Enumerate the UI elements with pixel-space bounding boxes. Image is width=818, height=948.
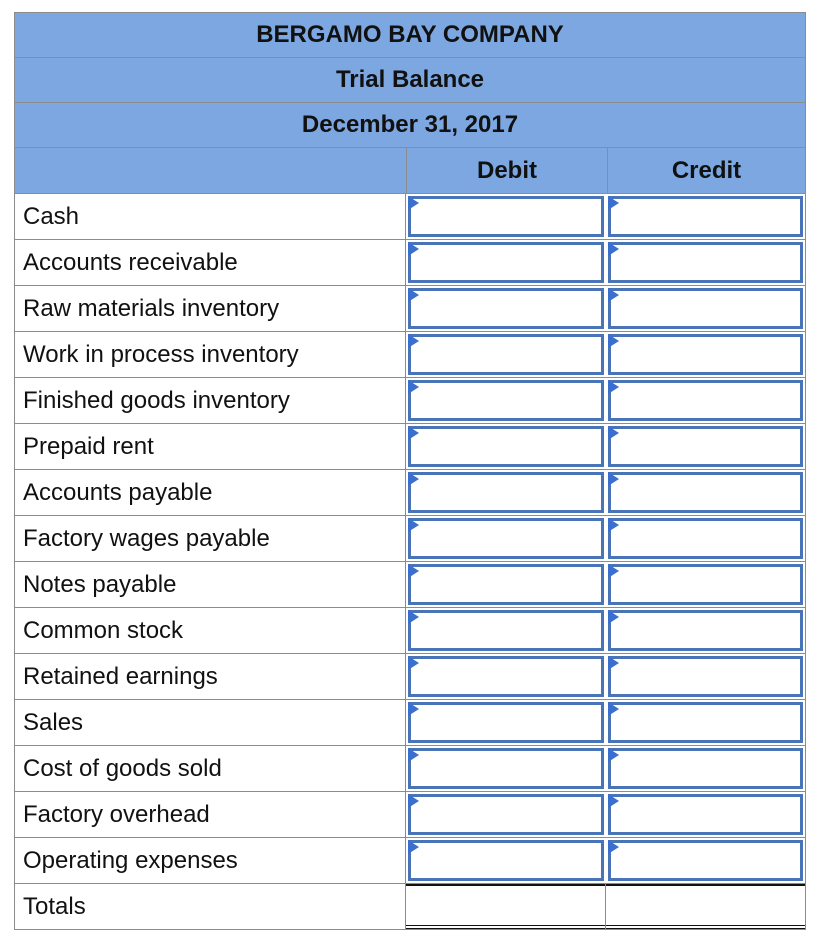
cell-marker-icon: [608, 472, 619, 486]
credit-cell: [606, 562, 805, 607]
credit-input[interactable]: [608, 610, 803, 651]
debit-input[interactable]: [408, 748, 604, 789]
cell-marker-icon: [608, 380, 619, 394]
table-row: [14, 286, 806, 332]
totals-debit-cell: [406, 884, 606, 929]
credit-cell: [606, 516, 805, 561]
credit-input[interactable]: [608, 840, 803, 881]
credit-cell: [606, 792, 805, 837]
credit-input[interactable]: [608, 564, 803, 605]
debit-input[interactable]: [408, 840, 604, 881]
credit-cell: [606, 608, 805, 653]
credit-input[interactable]: [608, 334, 803, 375]
cell-marker-icon: [408, 288, 419, 302]
account-label: Factory overhead: [15, 792, 406, 837]
cell-marker-icon: [408, 472, 419, 486]
credit-input[interactable]: [608, 288, 803, 329]
totals-row: [14, 884, 806, 930]
debit-cell: [406, 654, 606, 699]
debit-cell: [406, 608, 606, 653]
cell-marker-icon: [408, 610, 419, 624]
debit-cell: [406, 286, 606, 331]
debit-input[interactable]: [408, 380, 604, 421]
account-label: Factory wages payable: [15, 516, 406, 561]
cell-marker-icon: [408, 518, 419, 532]
debit-input[interactable]: [408, 610, 604, 651]
credit-input[interactable]: [608, 472, 803, 513]
trial-balance-table: [14, 12, 806, 930]
cell-marker-icon: [608, 288, 619, 302]
totals-debit-value: [406, 884, 605, 929]
table-row: [14, 746, 806, 792]
cell-marker-icon: [408, 564, 419, 578]
debit-cell: [406, 516, 606, 561]
cell-marker-icon: [608, 702, 619, 716]
debit-input[interactable]: [408, 334, 604, 375]
table-row: [14, 240, 806, 286]
account-label: Operating expenses: [15, 838, 406, 883]
credit-cell: [606, 194, 805, 239]
credit-input[interactable]: [608, 380, 803, 421]
cell-marker-icon: [608, 426, 619, 440]
credit-cell: [606, 240, 805, 285]
cell-marker-icon: [608, 656, 619, 670]
debit-cell: [406, 424, 606, 469]
cell-marker-icon: [608, 748, 619, 762]
account-label: Accounts receivable: [15, 240, 406, 285]
credit-input[interactable]: [608, 518, 803, 559]
credit-input[interactable]: [608, 794, 803, 835]
table-row: [14, 562, 806, 608]
table-row: [14, 470, 806, 516]
company-name: BERGAMO BAY COMPANY: [14, 12, 806, 58]
table-row: [14, 332, 806, 378]
cell-marker-icon: [608, 610, 619, 624]
table-row: [14, 378, 806, 424]
credit-input[interactable]: [608, 242, 803, 283]
account-rows: [14, 194, 806, 884]
cell-marker-icon: [408, 380, 419, 394]
debit-input[interactable]: [408, 288, 604, 329]
credit-cell: [606, 424, 805, 469]
credit-input[interactable]: [608, 196, 803, 237]
table-row: [14, 792, 806, 838]
credit-input[interactable]: [608, 748, 803, 789]
credit-cell: [606, 838, 805, 883]
debit-input[interactable]: [408, 656, 604, 697]
credit-input[interactable]: [608, 426, 803, 467]
account-label: Prepaid rent: [15, 424, 406, 469]
debit-cell: [406, 470, 606, 515]
table-row: [14, 516, 806, 562]
totals-credit-value: [606, 884, 805, 929]
column-header-row: [14, 148, 806, 194]
credit-cell: [606, 700, 805, 745]
totals-credit-cell: [606, 884, 805, 929]
debit-input[interactable]: [408, 242, 604, 283]
table-row: [14, 424, 806, 470]
debit-cell: [406, 700, 606, 745]
credit-cell: [606, 378, 805, 423]
debit-input[interactable]: [408, 196, 604, 237]
cell-marker-icon: [608, 564, 619, 578]
debit-cell: [406, 332, 606, 377]
debit-cell: [406, 838, 606, 883]
table-row: [14, 700, 806, 746]
account-label: Cost of goods sold: [15, 746, 406, 791]
cell-marker-icon: [408, 242, 419, 256]
account-label: Sales: [15, 700, 406, 745]
credit-input[interactable]: [608, 656, 803, 697]
credit-cell: [606, 286, 805, 331]
cell-marker-icon: [408, 748, 419, 762]
debit-cell: [406, 562, 606, 607]
cell-marker-icon: [608, 242, 619, 256]
debit-cell: [406, 378, 606, 423]
cell-marker-icon: [608, 196, 619, 210]
account-label: Retained earnings: [15, 654, 406, 699]
debit-input[interactable]: [408, 794, 604, 835]
credit-input[interactable]: [608, 702, 803, 743]
credit-cell: [606, 746, 805, 791]
debit-input[interactable]: [408, 564, 604, 605]
table-row: [14, 608, 806, 654]
debit-input[interactable]: [408, 518, 604, 559]
cell-marker-icon: [408, 656, 419, 670]
statement-date: December 31, 2017: [14, 103, 806, 148]
credit-cell: [606, 654, 805, 699]
account-label: Notes payable: [15, 562, 406, 607]
debit-input[interactable]: [408, 426, 604, 467]
table-row: [14, 838, 806, 884]
debit-input[interactable]: [408, 472, 604, 513]
statement-title: Trial Balance: [14, 58, 806, 103]
table-row: [14, 654, 806, 700]
debit-cell: [406, 746, 606, 791]
account-label: Accounts payable: [15, 470, 406, 515]
debit-column-header: Debit: [407, 148, 608, 193]
credit-column-header: Credit: [671, 156, 742, 184]
table-row: [14, 194, 806, 240]
debit-cell: [406, 240, 606, 285]
account-label: Finished goods inventory: [15, 378, 406, 423]
account-column-header: [15, 148, 407, 193]
account-label: Work in process inventory: [15, 332, 406, 377]
credit-cell: [606, 332, 805, 377]
cell-marker-icon: [608, 794, 619, 808]
cell-marker-icon: [608, 840, 619, 854]
cell-marker-icon: [408, 334, 419, 348]
cell-marker-icon: [608, 334, 619, 348]
debit-cell: [406, 194, 606, 239]
debit-input[interactable]: [408, 702, 604, 743]
cell-marker-icon: [408, 840, 419, 854]
account-label: Raw materials inventory: [15, 286, 406, 331]
totals-label: Totals: [15, 884, 406, 929]
account-label: Common stock: [15, 608, 406, 653]
cell-marker-icon: [608, 518, 619, 532]
debit-cell: [406, 792, 606, 837]
cell-marker-icon: [408, 702, 419, 716]
cell-marker-icon: [408, 794, 419, 808]
cell-marker-icon: [408, 426, 419, 440]
account-label: Cash: [15, 194, 406, 239]
credit-cell: [606, 470, 805, 515]
cell-marker-icon: [408, 196, 419, 210]
